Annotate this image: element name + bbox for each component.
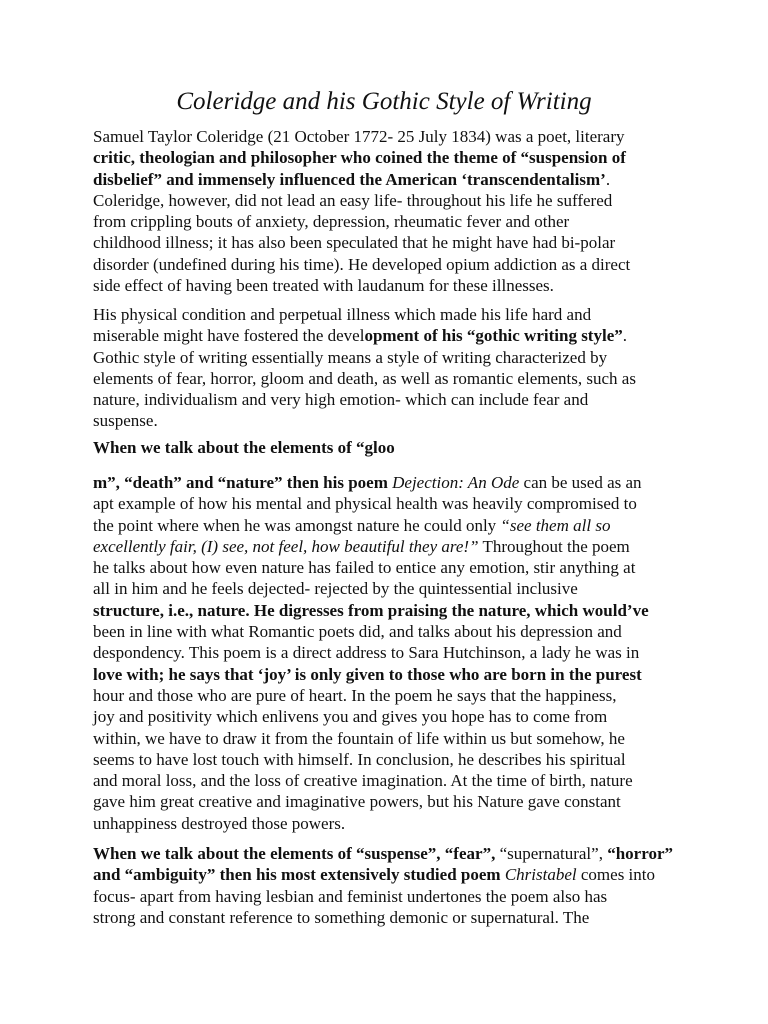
text-run: opment of his “gothic writing style” [364, 326, 623, 346]
text-run: Gothic style of writing essentially means a style of writing characterized by [93, 347, 608, 367]
text-run: “horror” [607, 844, 673, 863]
text-run: critic, theologian and philosopher who coined the theme of “suspension of [93, 148, 626, 168]
text-line [93, 472, 693, 493]
text-run: gave him great creative and imaginative powers, but his Nature gave constant [93, 792, 621, 812]
text-line [93, 578, 693, 599]
text-run: m”, “death” and “nature” then his poem [93, 473, 393, 492]
text-line [93, 275, 693, 296]
text-run: Throughout the poem [478, 536, 630, 556]
text-line [93, 791, 693, 812]
text-line [93, 685, 693, 706]
text-run: from crippling bouts of anxiety, depression, rheumatic fever and other [93, 212, 570, 232]
text-line [93, 126, 693, 147]
text-line [93, 728, 693, 749]
text-line [93, 368, 693, 389]
text-line [93, 536, 693, 557]
text-run: despondency. This poem is a direct address to Sara Hutchinson, a lady he was in [93, 643, 640, 663]
text-run: focus- apart from having lesbian and feminist undertones the poem also has [93, 886, 608, 906]
text-run: . [605, 169, 611, 189]
text-line [93, 907, 693, 928]
paragraph-intro [93, 126, 693, 296]
text-line [93, 886, 693, 907]
text-line [93, 621, 693, 642]
text-run: unhappiness destroyed those powers. [93, 813, 346, 833]
text-line [93, 410, 693, 431]
text-line [93, 642, 693, 663]
text-line [93, 813, 693, 834]
text-run: and moral loss, and the loss of creative imagination. At the time of birth, nature [93, 771, 633, 791]
text-run: the point where when he was amongst nature he could only [93, 515, 501, 535]
text-line [93, 600, 693, 621]
text-line [93, 437, 693, 458]
text-run: seems to have lost touch with himself. In conclusion, he describes his spiritual [93, 749, 626, 769]
text-run: suspense. [93, 411, 158, 431]
text-run: When we talk about the elements of “gloo [93, 438, 395, 457]
text-run: side effect of having been treated with laudanum for these illnesses. [93, 276, 554, 296]
text-run: Dejection: An Ode [392, 473, 520, 492]
text-line [93, 347, 693, 368]
text-line [93, 706, 693, 727]
text-run: apt example of how his mental and physical health was heavily compromised to [93, 494, 637, 514]
text-run: elements of fear, horror, gloom and death, as well as romantic elements, such as [93, 368, 636, 388]
text-run: been in line with what Romantic poets did, and talks about his depression and [93, 622, 622, 642]
text-line [93, 190, 693, 211]
text-run: strong and constant reference to something demonic or supernatural. The [93, 907, 590, 927]
page-title: Coleridge and his Gothic Style of Writing [176, 88, 592, 115]
text-run: disorder (undefined during his time). He developed opium addiction as a direct [93, 254, 631, 274]
text-run: nature, individualism and very high emotion- which can include fear and [93, 390, 589, 410]
text-run: love with; he says that ‘joy’ is only given to those who are born in the purest [93, 664, 642, 684]
text-run: When we talk about the elements of “suspense”, “fear”, [93, 844, 500, 863]
text-run: all in him and he feels dejected- rejected by the quintessential inclusive [93, 579, 578, 599]
paragraph-gloom-heading [93, 437, 693, 458]
text-run: childhood illness; it has also been speculated that he might have had bi-polar [93, 233, 616, 253]
text-run: joy and positivity which enlivens you and gives you hope has to come from [93, 707, 608, 727]
text-line [93, 147, 693, 168]
text-line [93, 304, 693, 325]
text-line [93, 325, 693, 346]
text-line [93, 169, 693, 190]
text-run: comes into [576, 865, 656, 885]
text-run: “see them all so [500, 515, 611, 535]
text-run: Samuel Taylor Coleridge (21 October 1772- 25 July 1834) was a poet, literary [93, 127, 625, 146]
text-line [93, 749, 693, 770]
text-run: “supernatural”, [499, 844, 608, 863]
text-line [93, 211, 693, 232]
text-line [93, 557, 693, 578]
text-line [93, 515, 693, 536]
text-run: hour and those who are pure of heart. In the poem he says that the happiness, [93, 685, 617, 705]
text-run: excellently fair, (I) see, not feel, how beautiful they are!” [93, 536, 479, 556]
text-run: can be used as an [519, 473, 642, 492]
paragraph-christabel [93, 843, 693, 928]
text-line [93, 493, 693, 514]
text-run: within, we have to draw it from the fountain of life within us but somehow, he [93, 728, 625, 748]
text-run: Coleridge, however, did not lead an easy life- throughout his life he suffered [93, 190, 613, 210]
text-run: miserable might have fostered the devel [93, 326, 365, 346]
text-line [93, 770, 693, 791]
text-run: Christabel [504, 865, 577, 885]
text-run: he talks about how even nature has failed to entice any emotion, stir anything at [93, 558, 636, 578]
text-run: His physical condition and perpetual illness which made his life hard and [93, 305, 592, 324]
text-run: and “ambiguity” then his most extensively studied poem [93, 865, 505, 885]
text-run: structure, i.e., nature. He digresses from praising the nature, which would’ve [93, 600, 649, 620]
text-line [93, 843, 693, 864]
text-line [93, 389, 693, 410]
paragraph-gothic-style [93, 304, 693, 432]
text-run: disbelief” and immensely influenced the American ‘transcendentalism’ [93, 169, 606, 189]
text-run: . [622, 326, 627, 346]
text-line [93, 664, 693, 685]
text-line [93, 254, 693, 275]
text-line [93, 232, 693, 253]
text-line [93, 864, 693, 885]
paragraph-dejection [93, 472, 693, 834]
